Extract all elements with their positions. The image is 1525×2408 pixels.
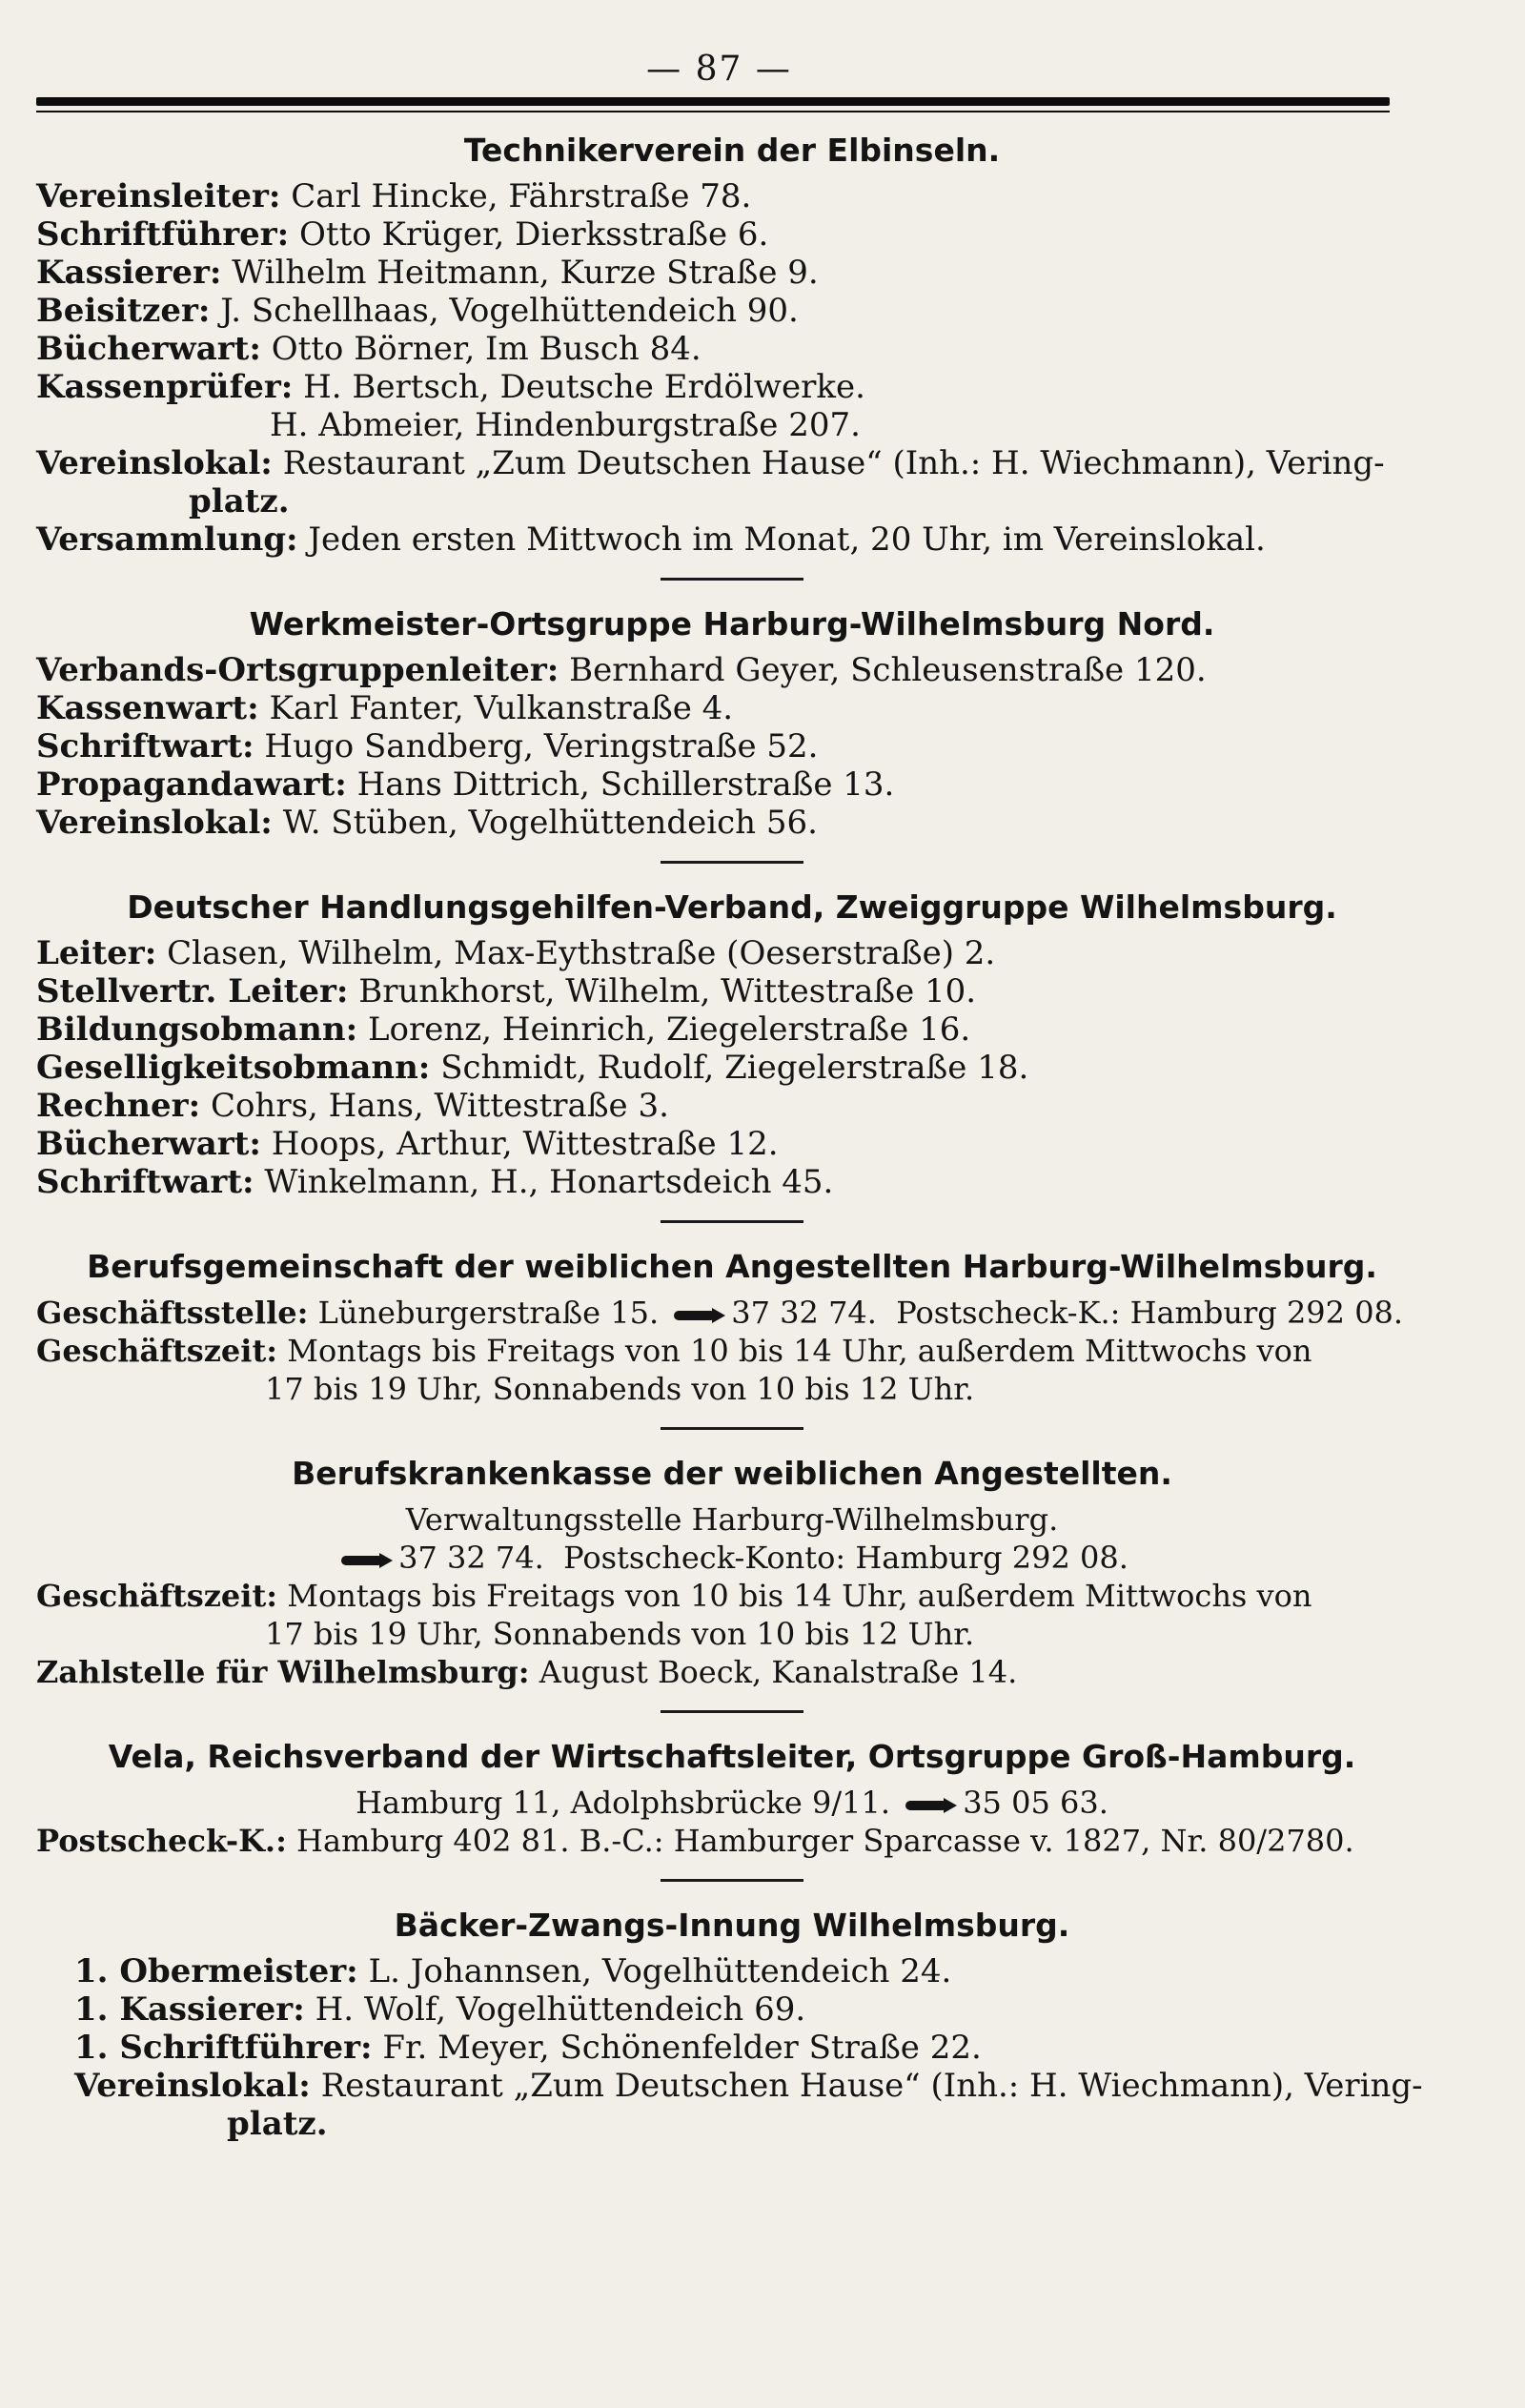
entry-line bbox=[36, 1294, 1428, 1332]
entry-line bbox=[36, 1952, 1428, 1990]
entry-line bbox=[36, 934, 1428, 972]
phone-number: 37 32 74. bbox=[731, 1295, 877, 1331]
section-handlungsgehilfen bbox=[36, 888, 1428, 1201]
entry-line bbox=[36, 444, 1428, 482]
section-title: Technikerverein der Elbinseln. bbox=[463, 132, 1001, 169]
entry-text: Restaurant „Zum Deutschen Hause“ (Inh.: H. Wiechmann), Vering- bbox=[320, 2067, 1423, 2105]
entry-line bbox=[36, 1577, 1428, 1615]
entry-line bbox=[36, 177, 1428, 215]
entry-line bbox=[36, 406, 1428, 444]
entry-label: Kassenprüfer: bbox=[36, 368, 294, 406]
entry-line bbox=[36, 2029, 1428, 2067]
entry-label: Bildungsobmann: bbox=[36, 1010, 358, 1049]
entry-text: L. Johannsen, Vogelhüttendeich 24. bbox=[368, 1952, 952, 1990]
entry-label: 1. Kassierer: bbox=[74, 1990, 305, 2029]
entry-line bbox=[36, 1990, 1428, 2029]
entry-text: Schmidt, Rudolf, Ziegelerstraße 18. bbox=[440, 1049, 1029, 1087]
section-werkmeister bbox=[36, 605, 1428, 842]
entry-label: Zahlstelle für Wilhelmsburg: bbox=[36, 1654, 530, 1690]
entry-text: Lorenz, Heinrich, Ziegelerstraße 16. bbox=[367, 1010, 971, 1049]
entry-label: Geselligkeitsobmann: bbox=[36, 1049, 431, 1087]
entry-text: Bernhard Geyer, Schleusenstraße 120. bbox=[569, 651, 1207, 689]
entry-label: Geschäftszeit: bbox=[36, 1333, 278, 1369]
entry-line bbox=[36, 1539, 1428, 1577]
entry-label: Versammlung: bbox=[36, 520, 298, 559]
entry-label: Postscheck-K.: bbox=[36, 1823, 287, 1859]
entry-text: Hans Dittrich, Schillerstraße 13. bbox=[356, 765, 895, 804]
entry-text: August Boeck, Kanalstraße 14. bbox=[539, 1654, 1018, 1690]
entry-text: Montags bis Freitags von 10 bis 14 Uhr, außerdem Mittwochs von bbox=[287, 1578, 1312, 1614]
entry-label: Schriftführer: bbox=[36, 215, 290, 254]
telephone-icon bbox=[674, 1308, 725, 1323]
section-divider bbox=[661, 861, 803, 864]
section-berufsgemeinschaft bbox=[36, 1248, 1428, 1408]
section-divider bbox=[661, 1710, 803, 1713]
entry-line bbox=[36, 482, 1428, 520]
entry-text: J. Schellhaas, Vogelhüttendeich 90. bbox=[220, 292, 799, 330]
entry-line bbox=[36, 1370, 1428, 1408]
entry-text: Otto Krüger, Dierksstraße 6. bbox=[299, 215, 769, 254]
entry-line bbox=[36, 2067, 1428, 2105]
entry-line bbox=[36, 1049, 1428, 1087]
entry-text: Karl Fanter, Vulkanstraße 4. bbox=[269, 689, 734, 727]
entry-line bbox=[36, 765, 1428, 804]
entry-line bbox=[36, 1125, 1428, 1163]
section-technikerverein bbox=[36, 132, 1428, 559]
entry-line bbox=[36, 1822, 1428, 1860]
entry-label: Schriftwart: bbox=[36, 1163, 254, 1201]
entry-line bbox=[36, 1163, 1428, 1201]
entry-text: Brunkhorst, Wilhelm, Wittestraße 10. bbox=[358, 972, 977, 1010]
entry-line bbox=[36, 651, 1428, 689]
entry-line bbox=[36, 520, 1428, 559]
entry-text: Otto Börner, Im Busch 84. bbox=[271, 330, 702, 368]
section-vela bbox=[36, 1738, 1428, 1860]
entry-label: Stellvertr. Leiter: bbox=[36, 972, 349, 1010]
entry-label: Leiter: bbox=[36, 934, 157, 972]
entry-line bbox=[36, 254, 1428, 292]
entry-label: Geschäftszeit: bbox=[36, 1578, 278, 1614]
entry-line bbox=[36, 330, 1428, 368]
telephone-icon bbox=[905, 1798, 957, 1813]
entry-label: Vereinslokal: bbox=[74, 2067, 311, 2105]
telephone-icon bbox=[341, 1553, 393, 1568]
entry-text: Lüneburgerstraße 15. bbox=[317, 1295, 660, 1331]
entry-line bbox=[36, 292, 1428, 330]
phone-number: 37 32 74. bbox=[398, 1540, 544, 1576]
entry-line bbox=[36, 727, 1428, 765]
entry-line bbox=[36, 215, 1428, 254]
header-rule bbox=[36, 97, 1390, 106]
entry-label: Propagandawart: bbox=[36, 765, 347, 804]
entry-label: Bücherwart: bbox=[36, 1125, 261, 1163]
section-divider bbox=[661, 1220, 803, 1223]
entry-text: Carl Hincke, Fährstraße 78. bbox=[291, 177, 752, 215]
entry-text: Wilhelm Heitmann, Kurze Straße 9. bbox=[232, 254, 819, 292]
entry-label: Schriftwart: bbox=[36, 727, 254, 765]
entry-text: H. Wolf, Vogelhüttendeich 69. bbox=[315, 1990, 806, 2029]
page-content bbox=[36, 124, 1428, 2143]
section-divider bbox=[661, 1427, 803, 1430]
entry-text: 17 bis 19 Uhr, Sonnabends von 10 bis 12 Uhr. bbox=[265, 1371, 975, 1407]
entry-label: Kassenwart: bbox=[36, 689, 259, 727]
entry-text: Montags bis Freitags von 10 bis 14 Uhr, außerdem Mittwochs von bbox=[287, 1333, 1312, 1369]
section-title: Berufsgemeinschaft der weiblichen Angestellten Harburg-Wilhelmsburg. bbox=[87, 1248, 1377, 1285]
section-title: Werkmeister-Ortsgruppe Harburg-Wilhelmsburg Nord. bbox=[249, 605, 1215, 643]
entry-text: W. Stüben, Vogelhüttendeich 56. bbox=[282, 804, 818, 842]
entry-line bbox=[36, 368, 1428, 406]
entry-text: Fr. Meyer, Schönenfelder Straße 22. bbox=[382, 2029, 982, 2067]
entry-label: Vereinsleiter: bbox=[36, 177, 281, 215]
entry-text: platz. bbox=[189, 482, 290, 520]
entry-text: Restaurant „Zum Deutschen Hause“ (Inh.: H. Wiechmann), Vering- bbox=[282, 444, 1385, 482]
entry-label: Kassierer: bbox=[36, 254, 222, 292]
entry-label: 1. Obermeister: bbox=[74, 1952, 358, 1990]
entry-text: Hamburg 11, Adolphsbrücke 9/11. bbox=[356, 1785, 891, 1821]
postscheck: Postscheck-Konto: Hamburg 292 08. bbox=[563, 1540, 1128, 1576]
entry-line bbox=[36, 804, 1428, 842]
section-title: Vela, Reichsverband der Wirtschaftsleiter, Ortsgruppe Groß-Hamburg. bbox=[108, 1738, 1356, 1775]
entry-text: Jeden ersten Mittwoch im Monat, 20 Uhr, im Vereinslokal. bbox=[308, 520, 1266, 559]
entry-text: Verwaltungsstelle Harburg-Wilhelmsburg. bbox=[405, 1501, 1059, 1538]
entry-line bbox=[36, 1784, 1428, 1822]
entry-label: Vereinslokal: bbox=[36, 444, 273, 482]
section-title: Bäcker-Zwangs-Innung Wilhelmsburg. bbox=[394, 1907, 1070, 1944]
entry-label: Bücherwart: bbox=[36, 330, 261, 368]
entry-line bbox=[36, 1653, 1428, 1691]
entry-label: Rechner: bbox=[36, 1087, 201, 1125]
entry-text: H. Bertsch, Deutsche Erdölwerke. bbox=[303, 368, 865, 406]
entry-line bbox=[36, 1010, 1428, 1049]
section-title: Deutscher Handlungsgehilfen-Verband, Zweiggruppe Wilhelmsburg. bbox=[127, 888, 1337, 926]
entry-line bbox=[36, 972, 1428, 1010]
entry-label: Geschäftsstelle: bbox=[36, 1295, 309, 1331]
page-number: — 87 — bbox=[646, 50, 792, 89]
entry-line bbox=[36, 1087, 1428, 1125]
entry-text: Cohrs, Hans, Wittestraße 3. bbox=[210, 1087, 669, 1125]
entry-label: Verbands-Ortsgruppenleiter: bbox=[36, 651, 559, 689]
postscheck: Postscheck-K.: Hamburg 292 08. bbox=[896, 1295, 1404, 1331]
entry-line bbox=[36, 1332, 1428, 1370]
entry-text: Hugo Sandberg, Veringstraße 52. bbox=[264, 727, 819, 765]
entry-text: platz. bbox=[227, 2105, 328, 2143]
entry-text: Clasen, Wilhelm, Max-Eythstraße (Oeserstraße) 2. bbox=[167, 934, 996, 972]
section-baecker-innung bbox=[36, 1907, 1428, 2143]
entry-line bbox=[36, 1615, 1428, 1653]
entry-line bbox=[36, 689, 1428, 727]
entry-text: H. Abmeier, Hindenburgstraße 207. bbox=[270, 406, 861, 444]
entry-text: Hamburg 402 81. B.-C.: Hamburger Sparcasse v. 1827, Nr. 80/2780. bbox=[296, 1823, 1354, 1859]
entry-label: Beisitzer: bbox=[36, 292, 211, 330]
entry-text: 17 bis 19 Uhr, Sonnabends von 10 bis 12 Uhr. bbox=[265, 1616, 975, 1652]
section-title: Berufskrankenkasse der weiblichen Angestellten. bbox=[292, 1455, 1172, 1492]
entry-line bbox=[36, 2105, 1428, 2143]
entry-label: 1. Schriftführer: bbox=[74, 2029, 373, 2067]
header-rule-thin bbox=[36, 111, 1390, 112]
entry-text: Winkelmann, H., Honartsdeich 45. bbox=[264, 1163, 834, 1201]
entry-text: Hoops, Arthur, Wittestraße 12. bbox=[271, 1125, 779, 1163]
phone-number: 35 05 63. bbox=[963, 1785, 1108, 1821]
section-berufskrankenkasse bbox=[36, 1455, 1428, 1691]
section-divider bbox=[661, 1879, 803, 1882]
entry-line bbox=[36, 1500, 1428, 1539]
section-divider bbox=[661, 578, 803, 581]
entry-label: Vereinslokal: bbox=[36, 804, 273, 842]
